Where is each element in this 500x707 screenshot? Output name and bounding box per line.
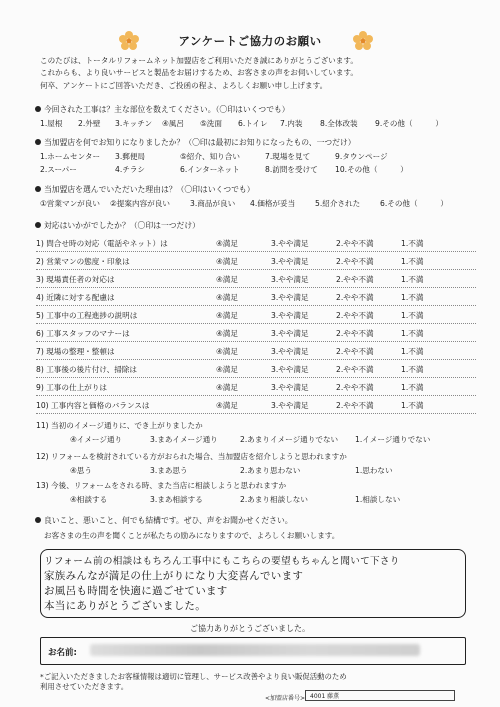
name-label: お名前: — [48, 648, 77, 658]
table-row: 6) 工事スタッフのマナーは ④満足 3.やや満足 2.やや不満 1.不満 — [36, 326, 476, 344]
option-as-imagined[interactable]: ④イメージ通り — [70, 435, 123, 444]
table-row: 3) 現場責任者の対応は ④満足 3.やや満足 2.やや不満 1.不満 — [36, 272, 476, 290]
option-flyer[interactable]: 4.チラシ — [115, 165, 146, 174]
option-other[interactable]: 9.その他（ ） — [375, 119, 443, 128]
question-image-match: 11) 当初のイメージ通りに、でき上がりましたか — [36, 421, 203, 430]
option-good-sales[interactable]: ①営業マンが良い — [40, 199, 100, 208]
intro-text: このたびは、トータルリフォームネット加盟店をご利用いただき誠にありがとうございます。 これからも、より良いサービスと製品をお届けするため、お客さまの声をお伺いしています。 何卒、アンケートにご回答いただき、ご投函の程よ、よろしくお願い申し上げます。 — [40, 56, 359, 90]
question-recommend: 12) リフォームを検討されている方がおられた場合、当加盟店を紹介しようと思われますか — [36, 452, 347, 461]
option-supermarket[interactable]: 2.スーパー — [40, 165, 77, 174]
option-saw-site[interactable]: 7.現場を見て — [265, 152, 311, 161]
option-good-product[interactable]: 3.商品が良い — [190, 199, 236, 208]
table-row: 2) 営業マンの態度・印象は ④満足 3.やや満足 2.やや不満 1.不満 — [36, 254, 476, 272]
comment-subtext: お客さまの生の声を聞くことが私たちの励みになりますので、よろしくお願いします。 — [44, 531, 340, 540]
table-row: 10) 工事内容と価格のバランスは ④満足 3.やや満足 2.やや不満 1.不満 — [36, 398, 476, 416]
question-service: 対応はいかがでしたか？（〇印は一つだけ） — [35, 220, 200, 231]
option-somewhat[interactable]: 3.まあ思う — [150, 466, 188, 475]
table-row: 7) 現場の整理・整頓は ④満足 3.やや満足 2.やや不満 1.不満 — [36, 344, 476, 362]
option-consult[interactable]: ④相談する — [70, 495, 108, 504]
question-comment: 良いこと、悪いこと、何でも結構です。ぜひ、声をお聞かせください。 — [35, 515, 293, 526]
option-referred[interactable]: 5.紹介された — [315, 199, 361, 208]
option-visit[interactable]: 8.訪問を受けて — [265, 165, 318, 174]
table-row: 4) 近隣に対する配慮は ④満足 3.やや満足 2.やや不満 1.不満 — [36, 290, 476, 308]
option-referral[interactable]: ⑤紹介、知り合い — [180, 152, 240, 161]
table-row: 8) 工事後の後片付け、掃除は ④満足 3.やや満足 2.やや不満 1.不満 — [36, 362, 476, 380]
store-number-value: 4001 藤薫 — [305, 690, 455, 701]
handwritten-line: お風呂も時間を快適に過ごせています — [44, 585, 228, 597]
option-unlikely-consult[interactable]: 2.あまり相談しない — [240, 495, 308, 504]
store-number-label: <加盟店番号> — [265, 695, 306, 702]
handwritten-line: 本当にありがとうございました。 — [44, 600, 206, 612]
option-mostly-as-imagined[interactable]: 3.まあイメージ通り — [150, 435, 218, 444]
redacted-name — [90, 644, 420, 656]
option-full-renovation[interactable]: 8.全体改装 — [320, 119, 358, 128]
privacy-note: *ご記入いただきましたお客様情報は適切に管理し、サービス改善やより良い販促活動のため 利用させていただきます。 — [40, 672, 347, 691]
option-kitchen[interactable]: 3.キッチン — [115, 119, 153, 128]
option-exterior[interactable]: 2.外壁 — [78, 119, 101, 128]
handwritten-line: リフォーム前の相談はもちろん工事中にもこちらの要望もちゃんと聞いて下さり — [44, 556, 400, 567]
option-roof[interactable]: 1.屋根 — [40, 119, 63, 128]
handwritten-line: 家族みんなが満足の仕上がりになり大変喜んでいます — [44, 570, 304, 582]
option-home-center[interactable]: 1.ホームセンター — [40, 152, 101, 161]
option-washroom[interactable]: ⑤洗面 — [200, 119, 222, 128]
question-reason: 当加盟店を選んでいただいた理由は？（〇印はいくつでも） — [35, 184, 255, 195]
option-town-page[interactable]: 9.タウンページ — [335, 152, 388, 161]
table-row: 1) 問合せ時の対応（電話やネット）は ④満足 3.やや満足 2.やや不満 1.不満 — [36, 236, 476, 254]
option-bath[interactable]: ④風呂 — [162, 119, 184, 128]
option-post-office[interactable]: 3.郵便局 — [115, 152, 146, 161]
option-other[interactable]: 10.その他（ ） — [335, 165, 408, 174]
option-other[interactable]: 6.その他（ ） — [380, 199, 448, 208]
option-not-quite[interactable]: 2.あまりイメージ通りでない — [240, 435, 339, 444]
option-not-as-imagined[interactable]: 1.イメージ通りでない — [355, 435, 431, 444]
table-row: 5) 工事中の工程進捗の説明は ④満足 3.やや満足 2.やや不満 1.不満 — [36, 308, 476, 326]
option-yes[interactable]: ④思う — [70, 466, 92, 475]
thanks-text: ご協力ありがとうございました。 — [190, 624, 310, 633]
table-row: 9) 工事の仕上がりは ④満足 3.やや満足 2.やや不満 1.不満 — [36, 380, 476, 398]
question-how-found: 当加盟店を何でお知りになりましたか？（〇印は最初にお知りになったもの、一つだけ） — [35, 137, 356, 148]
option-not-really[interactable]: 2.あまり思わない — [240, 466, 301, 475]
question-consult-again: 13) 今後、リフォームをされる時、また当店に相談しようと思われますか — [36, 481, 287, 490]
option-good-proposal[interactable]: ②提案内容が良い — [110, 199, 170, 208]
option-interior[interactable]: 7.内装 — [280, 119, 303, 128]
question-work-part: 今回された工事は？主な部位を数えてください。（〇印はいくつでも） — [35, 104, 290, 115]
option-no-consult[interactable]: 1.相談しない — [355, 495, 401, 504]
page-title: アンケートご協力のお願い — [178, 34, 322, 48]
option-fair-price[interactable]: 4.価格が妥当 — [250, 199, 296, 208]
option-maybe-consult[interactable]: 3.まあ相談する — [150, 495, 203, 504]
option-internet[interactable]: 6.インターネット — [180, 165, 240, 174]
option-toilet[interactable]: 6.トイレ — [238, 119, 268, 128]
option-no[interactable]: 1.思わない — [355, 466, 393, 475]
